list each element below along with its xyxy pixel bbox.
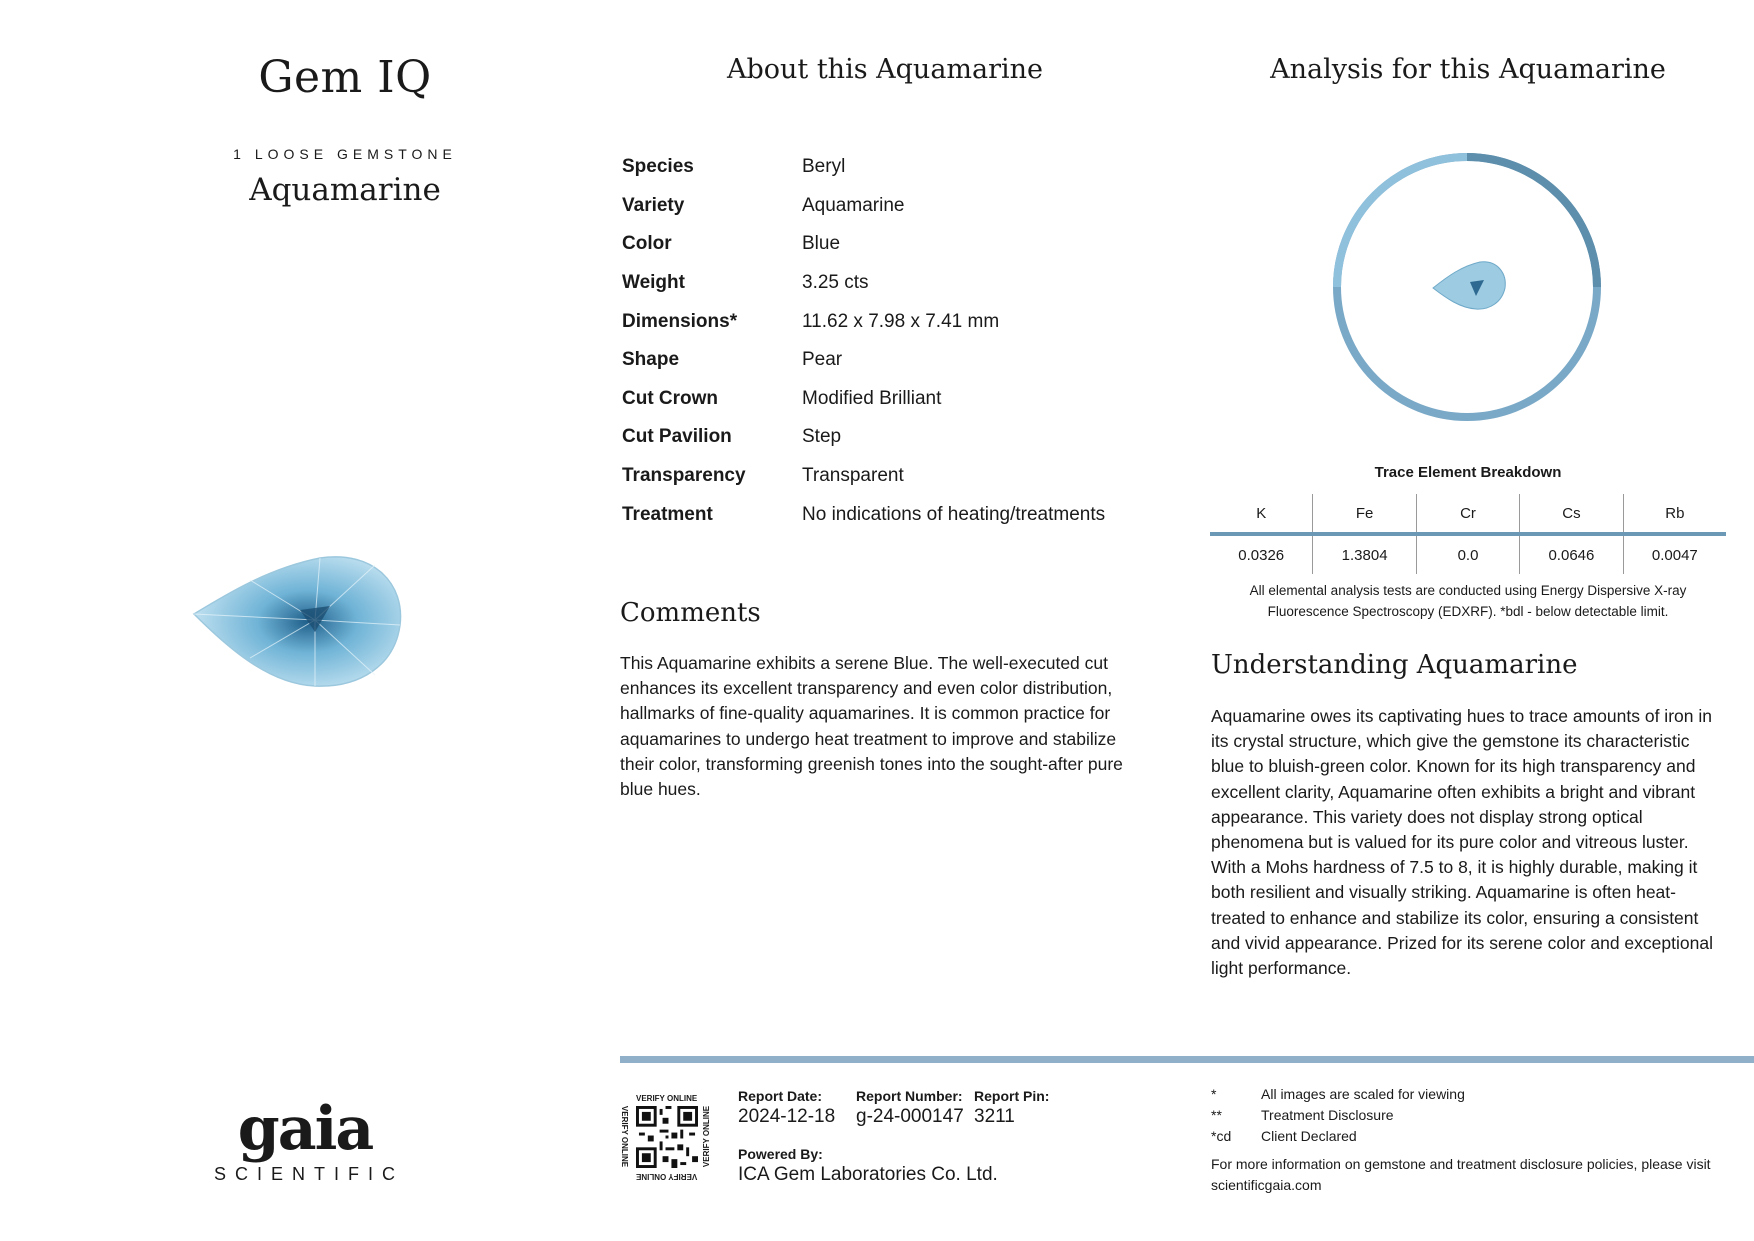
spec-value: Aquamarine xyxy=(802,194,905,216)
qr-code-icon[interactable] xyxy=(636,1106,698,1168)
footnote-symbol: * xyxy=(1211,1085,1217,1102)
spec-key: Cut Pavilion xyxy=(622,426,732,448)
spec-value: Beryl xyxy=(802,156,846,178)
element-value: 0.0047 xyxy=(1623,536,1726,574)
element-symbol: Rb xyxy=(1623,494,1726,532)
element-symbol: Cs xyxy=(1519,494,1622,532)
spec-row xyxy=(622,302,1142,341)
spec-key: Dimensions* xyxy=(622,310,738,332)
more-info-text: For more information on gemstone and treatment disclosure policies, please visit scientificgaia.com xyxy=(1211,1156,1711,1193)
footnote-symbol: ** xyxy=(1211,1106,1222,1123)
footnote-text: Treatment Disclosure xyxy=(1261,1106,1394,1123)
footnote-text: All images are scaled for viewing xyxy=(1261,1085,1465,1102)
spec-key: Cut Crown xyxy=(622,387,719,409)
report-pin xyxy=(974,1088,1049,1128)
element-symbol: Fe xyxy=(1312,494,1415,532)
powered-by-value: ICA Gem Laboratories Co. Ltd. xyxy=(738,1164,998,1185)
about-title: About this Aquamarine xyxy=(726,54,1044,85)
report-date xyxy=(738,1088,835,1128)
report-number-value: g-24-000147 xyxy=(856,1106,964,1127)
gaia-scientific-logo xyxy=(205,1094,405,1185)
element-value: 1.3804 xyxy=(1312,536,1415,574)
spec-key: Color xyxy=(622,233,672,255)
understanding-title: Understanding Aquamarine xyxy=(1211,650,1578,680)
report-date-label: Report Date: xyxy=(738,1088,823,1104)
spec-value: Step xyxy=(802,426,842,448)
specification-table xyxy=(622,148,1142,534)
stone-name: Aquamarine xyxy=(249,172,441,208)
verify-label-right: VERIFY ONLINE xyxy=(702,1105,712,1168)
spec-row xyxy=(622,264,1142,303)
gemstone-ring-view xyxy=(1330,150,1604,429)
spec-row xyxy=(622,495,1142,534)
verify-label-left: VERIFY ONLINE xyxy=(620,1105,630,1168)
analysis-title: Analysis for this Aquamarine xyxy=(1270,54,1666,85)
gemstone-count-label: 1 LOOSE GEMSTONE xyxy=(233,146,457,162)
verify-label-top: VERIFY ONLINE xyxy=(636,1094,698,1103)
trace-element-title: Trace Element Breakdown xyxy=(1374,464,1562,481)
spec-key: Weight xyxy=(622,272,685,294)
trace-element-table xyxy=(1210,494,1726,574)
spec-row xyxy=(622,341,1142,380)
spec-key: Variety xyxy=(622,194,685,216)
spec-value: Blue xyxy=(802,233,841,255)
report-pin-label: Report Pin: xyxy=(974,1088,1050,1104)
powered-by xyxy=(738,1146,998,1186)
logo-wordmark: gaia xyxy=(237,1094,373,1164)
brand-title: Gem IQ xyxy=(258,52,432,103)
comments-body: This Aquamarine exhibits a serene Blue. The well-executed cut enhances its excellent transparency and even color distribution, hallmarks of fine-quality aquamarines. It is common practice for aquamarines to undergo heat treatment to improve and stabilize their color, transforming greenish tones into the sought-after pure blue hues. xyxy=(620,653,1123,800)
powered-by-label: Powered By: xyxy=(738,1146,823,1162)
gemstone-photo xyxy=(190,540,410,705)
verify-label-bottom: VERIFY ONLINE xyxy=(636,1172,698,1181)
element-symbol: Cr xyxy=(1416,494,1519,532)
spec-value: Pear xyxy=(802,349,843,371)
logo-subtitle: SCIENTIFIC xyxy=(213,1164,404,1184)
element-value: 0.0646 xyxy=(1519,536,1622,574)
trace-header-row xyxy=(1210,494,1726,532)
footnote-text: Client Declared xyxy=(1261,1127,1357,1144)
spec-value: 11.62 x 7.98 x 7.41 mm xyxy=(802,310,1000,332)
spec-value: No indications of heating/treatments xyxy=(802,503,1106,525)
spec-key: Shape xyxy=(622,349,680,371)
edxrf-note: All elemental analysis tests are conducted using Energy Dispersive X-ray Fluorescence Spectroscopy (EDXRF). *bdl - below detectable limit. xyxy=(1249,583,1687,619)
spec-value: Transparent xyxy=(802,465,904,487)
understanding-body: Aquamarine owes its captivating hues to trace amounts of iron in its crystal structure, which give the gemstone its characteristic blue to bluish-green color. Known for its high transparency and excellent clarity, Aquamarine often exhibits a bright and vibrant appearance. This variety does not display strong optical phenomena but is valued for its pure color and vitreous luster. With a Mohs hardness of 7.5 to 8, it is highly durable, making it both resilient and visually striking. Aquamarine is often heat-treated to enhance and stabilize its color, ensuring a consistent and vivid appearance. Prized for its serene color and exceptional light performance. xyxy=(1211,706,1713,979)
footnote-row xyxy=(1211,1125,1731,1146)
spec-row xyxy=(622,418,1142,457)
element-value: 0.0 xyxy=(1416,536,1519,574)
verify-qr-block[interactable] xyxy=(622,1092,712,1182)
spec-row xyxy=(622,380,1142,419)
spec-value: Modified Brilliant xyxy=(802,387,942,409)
spec-key: Species xyxy=(622,156,694,178)
spec-row xyxy=(622,187,1142,226)
trace-value-row xyxy=(1210,536,1726,574)
footnotes xyxy=(1211,1083,1731,1196)
footnote-row xyxy=(1211,1083,1731,1104)
element-value: 0.0326 xyxy=(1238,546,1285,564)
spec-key: Transparency xyxy=(622,465,746,487)
security-microtext-strip xyxy=(620,1056,1754,1063)
spec-row xyxy=(622,457,1142,496)
spec-row xyxy=(622,225,1142,264)
spec-key: Treatment xyxy=(622,503,713,525)
footnote-row xyxy=(1211,1104,1731,1125)
report-pin-value: 3211 xyxy=(974,1106,1015,1127)
report-date-value: 2024-12-18 xyxy=(738,1106,836,1127)
spec-row xyxy=(622,148,1142,187)
comments-title: Comments xyxy=(620,598,761,628)
footnote-symbol: *cd xyxy=(1211,1127,1232,1144)
report-number-label: Report Number: xyxy=(856,1088,963,1104)
report-number xyxy=(856,1088,964,1128)
element-symbol: K xyxy=(1256,504,1267,522)
spec-value: 3.25 cts xyxy=(802,272,869,294)
